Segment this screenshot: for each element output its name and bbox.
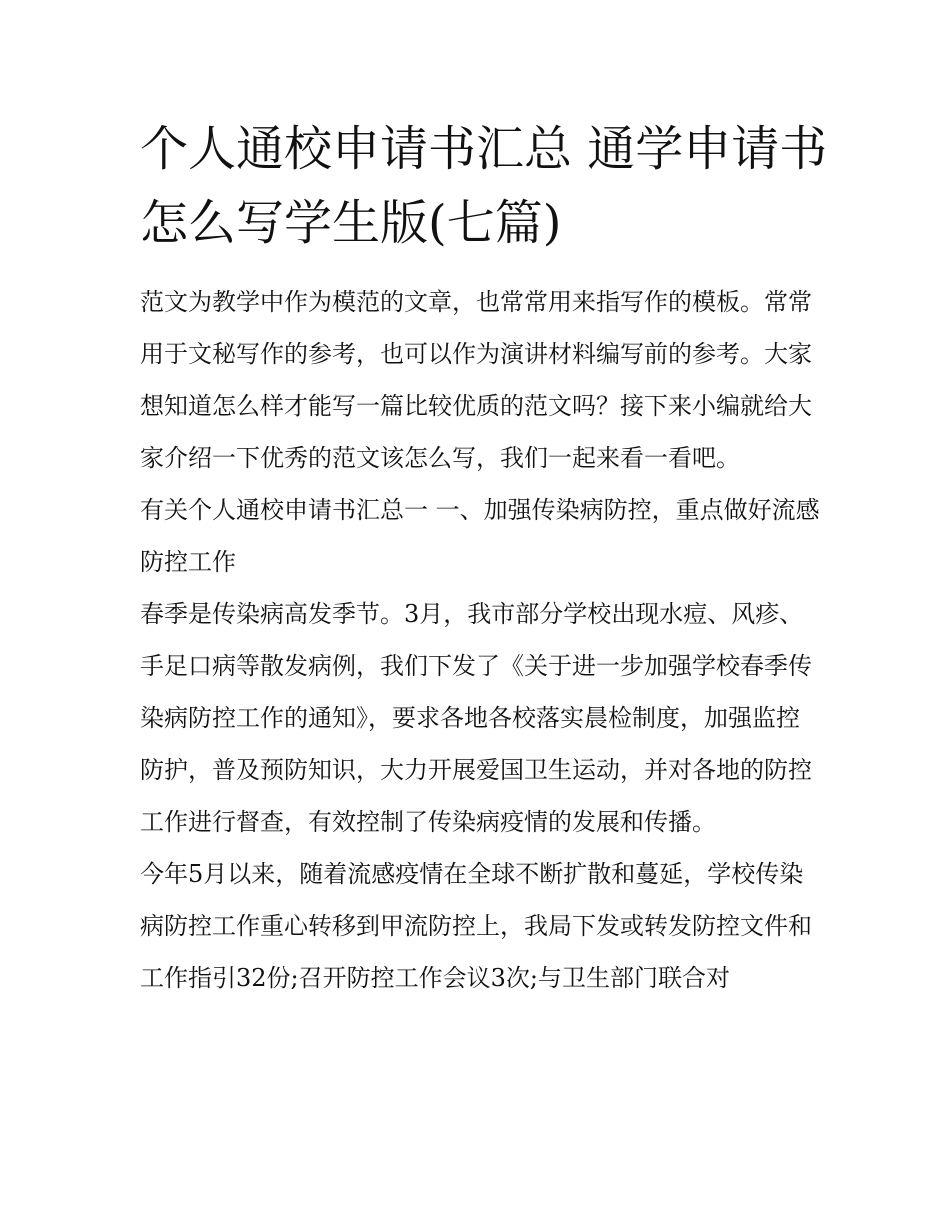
paragraph-section-heading: 有关个人通校申请书汇总一 一、加强传染病防控，重点做好流感防控工作 — [140, 496, 820, 576]
paragraph-flu-prevention: 今年5月以来，随着流感疫情在全球不断扩散和蔓延，学校传染病防控工作重心转移到甲流防控上，我局下发或转发防控文件和工作指引32份;召开防控工作会议3次;与卫生部门联合对 — [140, 860, 812, 992]
paragraph-spring-epidemic: 春季是传染病高发季节。3月，我市部分学校出现水痘、风疹、手足口病等散发病例，我们下发了《关于进一步加强学校春季传染病防控工作的通知》，要求各地各校落实晨检制度，加强监控防护，普及预防知识，大力开展爱国卫生运动，并对各地的防控工作进行督查，有效控制了传染病疫情的发展和传播。 — [140, 600, 812, 836]
paragraph-intro: 范文为教学中作为模范的文章，也常常用来指写作的模板。常常用于文秘写作的参考，也可以作为演讲材料编写前的参考。大家想知道怎么样才能写一篇比较优质的范文吗？接下来小编就给大家介绍一下优秀的范文该怎么写，我们一起来看一看吧。 — [140, 288, 812, 472]
document-body — [140, 276, 820, 1004]
document-title: 个人通校申请书汇总 通学申请书怎么写学生版(七篇) — [140, 121, 828, 251]
